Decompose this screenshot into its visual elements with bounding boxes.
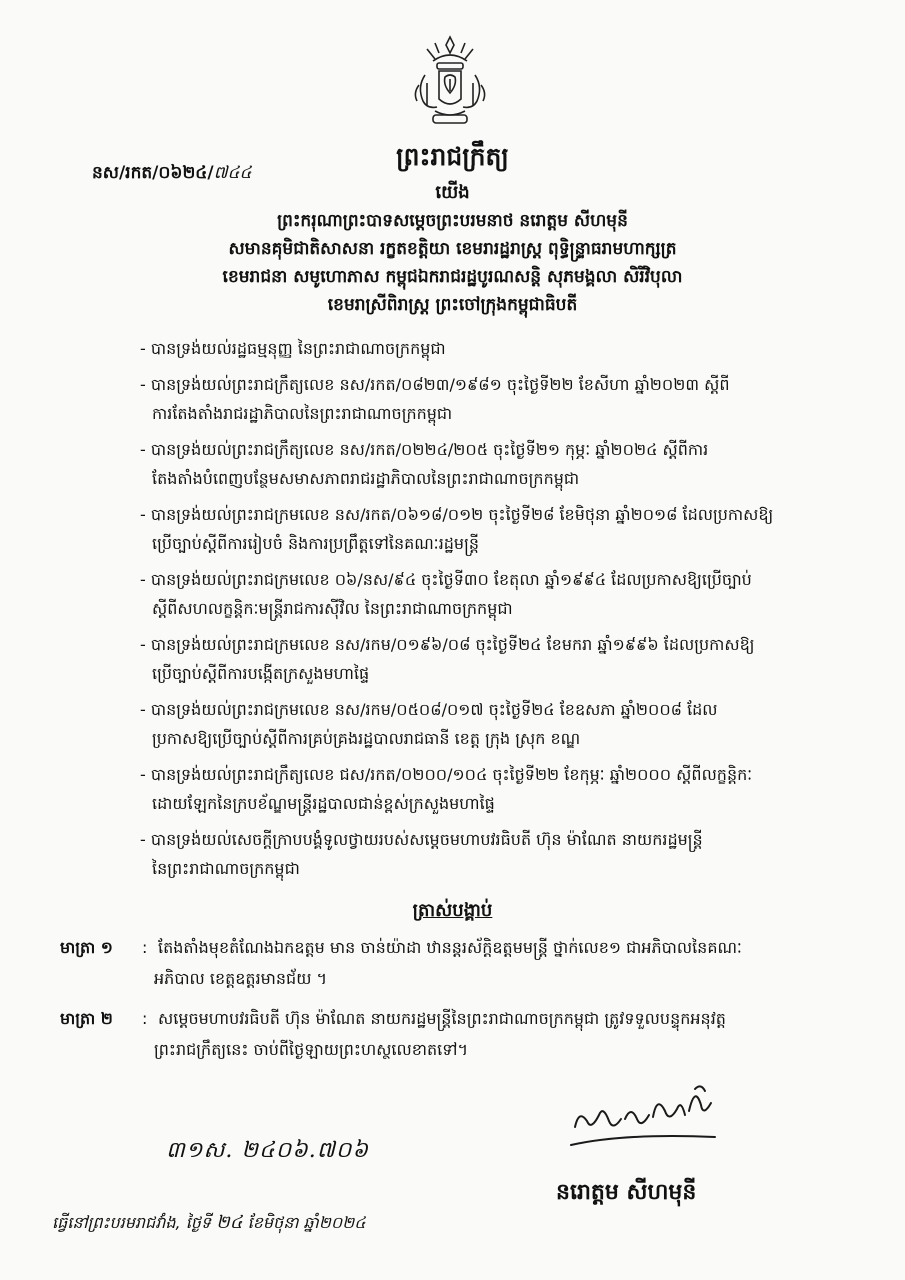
article-label: មាត្រា ២: [60, 1009, 113, 1028]
visa-line: ការតែងតាំងរាជរដ្ឋាភិបាលនៃព្រះរាជាណាចក្រកម្ពុជា: [152, 404, 453, 423]
royal-coat-of-arms-icon: [405, 35, 495, 127]
visa-line: - បានទ្រង់យល់ព្រះរាជក្រឹត្យលេខ ជស/រកត/០២០០/១០៤ ចុះថ្ងៃទី២២ ខែកុម្ភៈ ឆ្នាំ២០០០ ស្តីពីលក្ខន្តិកៈ: [140, 765, 753, 784]
place-and-date: [52, 1210, 366, 1237]
visa-item: [140, 565, 860, 623]
visa-line: - បានទ្រង់យល់ព្រះរាជក្រមលេខ នស/រកត/០៦១៨/០១២ ចុះថ្ងៃទី២៨ ខែមិថុនា ឆ្នាំ២០១៨ ដែលប្រកាសឱ្យ: [140, 505, 774, 524]
lunar-date-handwritten: ៣១ស. ២៤០៦.៧០៦: [166, 1138, 369, 1163]
king-title-line: ព្រះករុណាព្រះបាទសម្តេចព្រះបរមនាថ នរោត្តម សីហមុនី: [277, 211, 628, 231]
article-line: តែងតាំងមុខតំណែងឯកឧត្តម មាន ចាន់យ៉ាដា ឋានន្តរស័ក្តិឧត្តមមន្ត្រី ថ្នាក់លេខ១ ជាអភិបាលនៃគណៈ: [158, 938, 742, 957]
visa-line: ដោយឡែកនៃក្របខ័ណ្ឌមន្ត្រីរដ្ឋបាលជាន់ខ្ពស់ក្រសួងមហាផ្ទៃ: [152, 794, 495, 813]
visa-line: - បានទ្រង់យល់ព្រះរាជក្រឹត្យលេខ នស/រកត/០៨២៣/១៩៨១ ចុះថ្ងៃទី២២ ខែសីហា ឆ្នាំ២០២៣ ស្តីពី: [140, 375, 730, 394]
reference-number-handwritten: ៧៤៤: [213, 163, 252, 183]
visa-list: [140, 334, 860, 890]
visa-line: - បានទ្រង់យល់រដ្ឋធម្មនុញ្ញ នៃព្រះរាជាណាចក្រកម្ពុជា: [140, 339, 446, 358]
visa-item: [140, 435, 860, 493]
document-title: ព្រះរាជក្រឹត្យ: [396, 142, 509, 171]
place-day-handwritten: ២៤: [216, 1212, 243, 1233]
article-colon: :: [142, 938, 148, 957]
article-line: ព្រះរាជក្រឹត្យនេះ ចាប់ពីថ្ងៃឡាយព្រះហស្ថលេខាតទៅ។: [154, 1040, 468, 1059]
visa-line: តែងតាំងបំពេញបន្ថែមសមាសភាពរាជរដ្ឋាភិបាលនៃព្រះរាជាណាចក្រកម្ពុជា: [152, 469, 580, 488]
visa-line: នៃព្រះរាជាណាចក្រកម្ពុជា: [152, 859, 300, 878]
article-colon: :: [142, 1009, 148, 1028]
visa-line: - បានទ្រង់យល់ព្រះរាជក្រមលេខ នស/រកម/០១៩៦/០៨ ចុះថ្ងៃទី២៤ ខែមករា ឆ្នាំ១៩៩៦ ដែលប្រកាសឱ្យ: [140, 635, 755, 654]
article-line: អភិបាល ខេត្តឧត្តរមានជ័យ ។: [154, 969, 328, 988]
visa-line: - បានទ្រង់យល់ព្រះរាជក្រមលេខ ០៦/នស/៩៤ ចុះថ្ងៃទី៣០ ខែតុលា ឆ្នាំ១៩៩៤ ដែលប្រកាសឱ្យប្រើច្បាប់: [140, 570, 752, 589]
article-2: [60, 1003, 860, 1065]
reference-number-printed: នស/រកត/០៦២៤/: [92, 163, 214, 183]
visa-line: ប្រកាសឱ្យប្រើច្បាប់ស្តីពីការគ្រប់គ្រងរដ្ឋបាលរាជធានី ខេត្ត ក្រុង ស្រុក ខណ្ឌ: [152, 729, 581, 748]
visa-line: - បានទ្រង់យល់ព្រះរាជក្រឹត្យលេខ នស/រកត/០២២៤/២០៥ ចុះថ្ងៃទី២១ កុម្ភៈ ឆ្នាំ២០២៤ ស្តីពីការ: [140, 440, 709, 459]
visa-line: - បានទ្រង់យល់ព្រះរាជក្រមលេខ នស/រកម/០៥០៨/០១៧ ចុះថ្ងៃទី២៤ ខែឧសភា ឆ្នាំ២០០៨ ដែល: [140, 700, 718, 719]
hereby-heading: ត្រាស់បង្គាប់: [412, 900, 493, 921]
visa-item: [140, 760, 860, 818]
visa-item: [140, 370, 860, 428]
visa-line: ប្រើច្បាប់ស្តីពីការរៀបចំ និងការប្រព្រឹត្តទៅនៃគណៈរដ្ឋមន្ត្រី: [152, 534, 479, 553]
visa-item: [140, 500, 860, 558]
visa-item: [140, 334, 860, 363]
article-line: សម្តេចមហាបវរធិបតី ហ៊ុន ម៉ាណែត នាយករដ្ឋមន្ត្រីនៃព្រះរាជាណាចក្រកម្ពុជា ត្រូវទទួលបន្ទុកអនុវត្ត: [158, 1009, 726, 1028]
signatory-name: នរោត្តម សីហមុនី: [556, 1180, 697, 1205]
article-1: [60, 932, 860, 994]
place-month-year: ខែមិថុនា ឆ្នាំ២០២៤: [247, 1213, 366, 1232]
article-label: មាត្រា ១: [60, 938, 113, 957]
king-title-line: ខេមរាជនា សមូហោភាស កម្ពុជឯករាជរដ្ឋបូរណសន្តិ សុភមង្គលា សិរីវិបុលា: [222, 267, 683, 287]
visa-line: ប្រើច្បាប់ស្តីពីការបង្កើតក្រសួងមហាផ្ទៃ: [152, 664, 370, 683]
king-title-line: ខេមរាស្រីពិរាស្ត្រ ព្រះចៅក្រុងកម្ពុជាធិបតី: [327, 295, 578, 315]
visa-item: [140, 630, 860, 688]
place-label: ធ្វើនៅព្រះបរមរាជវាំង, ថ្ងៃទី: [52, 1213, 212, 1232]
visa-line: ស្តីពីសហលក្ខន្តិកៈមន្ត្រីរាជការស៊ីវិល នៃព្រះរាជាណាចក្រកម្ពុជា: [152, 599, 513, 618]
handwritten-signature-icon: [565, 1075, 745, 1155]
visa-item: [140, 825, 860, 883]
king-title-line: សមានគុមិជាតិសាសនា រក្ខតខត្តិយា ខេមរារដ្ឋរាស្ត្រ ពុទ្ធិន្ទ្រាធរាមហាក្សត្រ: [228, 239, 677, 259]
visa-line: - បានទ្រង់យល់សេចក្តីក្រាបបង្គំទូលថ្វាយរបស់សម្តេចមហាបវរធិបតី ហ៊ុន ម៉ាណែត នាយករដ្ឋមន្ត្រី: [140, 830, 703, 849]
king-title-block: [0, 207, 905, 319]
visa-item: [140, 695, 860, 753]
we-heading: យើង: [435, 182, 470, 203]
